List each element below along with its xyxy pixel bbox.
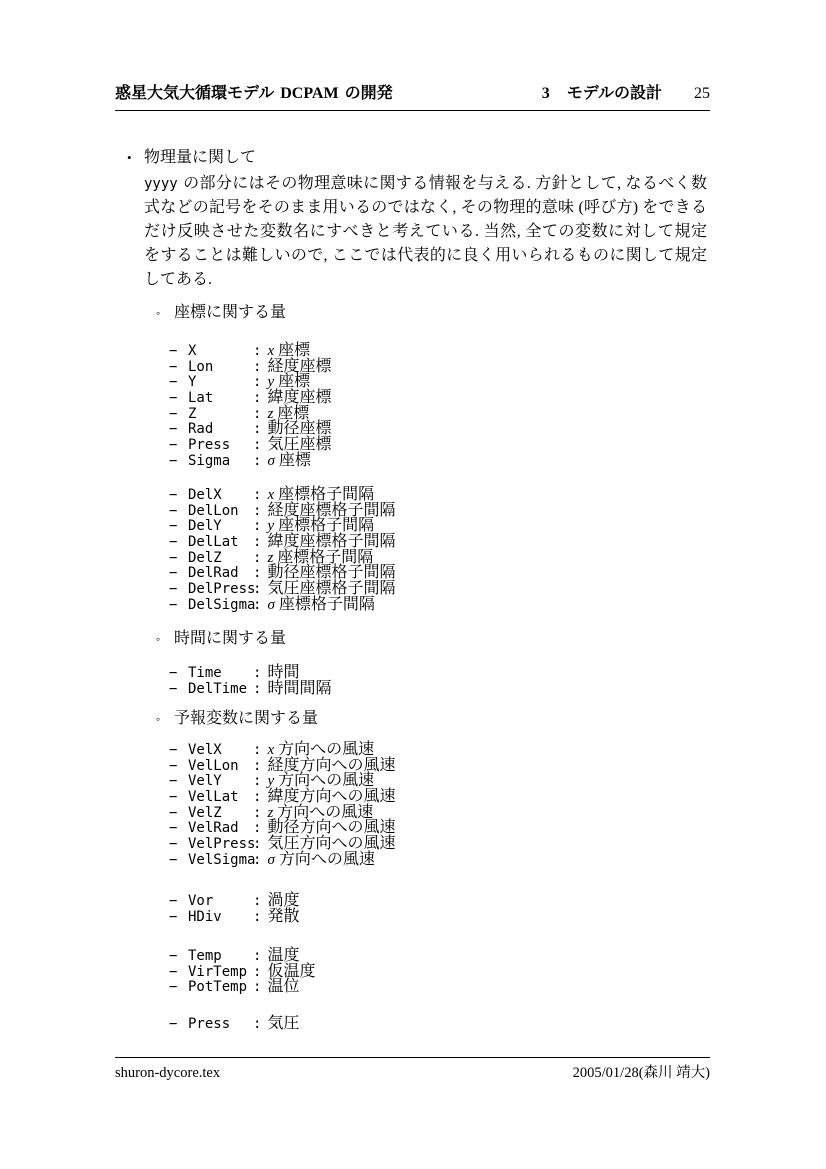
math-symbol: y xyxy=(267,374,275,391)
dash-marker-icon: − xyxy=(169,374,178,391)
description-text: 緯度座標格子間隔 xyxy=(267,533,396,551)
variable-description xyxy=(267,820,395,836)
dash-marker-icon: − xyxy=(169,893,178,909)
description-text: 経度方向への風速 xyxy=(267,756,396,774)
variable-name: Rad xyxy=(188,421,214,438)
description-text: 座標格子間隔 xyxy=(277,548,374,566)
colon-separator: : xyxy=(253,437,262,454)
description-text: 動径座標格子間隔 xyxy=(267,564,396,582)
variable-name: VelSigma xyxy=(188,851,256,868)
colon-separator: : xyxy=(253,836,262,853)
variable-name: DelZ xyxy=(188,549,222,566)
variable-row xyxy=(169,1016,299,1032)
variable-row xyxy=(169,836,395,852)
section-number: 3 xyxy=(541,85,550,102)
dash-marker-icon: − xyxy=(169,742,178,758)
variable-row xyxy=(169,852,395,868)
description-text: 温位 xyxy=(267,978,300,996)
variable-name: Y xyxy=(188,374,197,391)
variable-name: DelRad xyxy=(188,565,239,582)
dash-marker-icon: − xyxy=(169,836,178,853)
variable-name: Lat xyxy=(188,390,214,407)
variable-row xyxy=(169,979,315,995)
variable-row xyxy=(169,390,331,406)
variable-description xyxy=(267,534,395,550)
colon-separator: : xyxy=(253,908,262,925)
paragraph-line: 式などの記号をそのまま用いるのではなく, その物理的意味 (呼び方) をできる xyxy=(144,199,707,216)
dash-marker-icon: − xyxy=(169,343,178,359)
colon-separator: : xyxy=(253,757,262,774)
variable-row xyxy=(169,453,331,469)
running-title-jp-prefix: 惑星大気大循環モデル xyxy=(115,85,275,102)
paragraph xyxy=(144,172,707,292)
dash-marker-icon: − xyxy=(169,565,178,582)
variable-name: Time xyxy=(188,665,222,681)
dash-marker-icon: − xyxy=(169,358,178,375)
description-text: 時間間隔 xyxy=(267,679,332,697)
math-symbol: σ xyxy=(267,596,275,613)
colon-separator: : xyxy=(253,390,262,407)
variable-description xyxy=(267,390,331,406)
dash-marker-icon: − xyxy=(169,437,178,454)
description-text: 緯度座標 xyxy=(267,389,332,407)
variable-name: VelPress xyxy=(188,836,256,853)
running-title-latin: DCPAM xyxy=(280,85,339,102)
variable-description xyxy=(267,948,299,964)
paragraph-line: をすることは難しいので, ここでは代表的に良く用いられるものに関して規定 xyxy=(144,247,707,264)
math-symbol: x xyxy=(267,487,275,503)
variable-description xyxy=(267,665,299,681)
bullet-item-title xyxy=(127,148,256,167)
colon-separator: : xyxy=(253,405,262,422)
description-text: 方向への風速 xyxy=(278,772,375,790)
colon-separator: : xyxy=(253,979,262,996)
description-text: 気圧方向への風速 xyxy=(267,835,396,853)
variable-name: Temp xyxy=(188,948,222,964)
variable-description xyxy=(267,565,395,581)
dash-marker-icon: − xyxy=(169,804,178,821)
colon-separator: : xyxy=(253,549,262,566)
code-token: yyyy xyxy=(144,176,178,192)
variable-row xyxy=(169,681,331,697)
description-text: 方向への風速 xyxy=(278,850,375,868)
dash-marker-icon: − xyxy=(169,581,178,598)
description-text: 気圧座標 xyxy=(267,436,332,454)
variable-name: Sigma xyxy=(188,452,231,469)
dash-marker-icon: − xyxy=(169,405,178,422)
description-text: 座標 xyxy=(278,342,311,359)
dash-marker-icon: − xyxy=(169,963,178,980)
colon-separator: : xyxy=(253,358,262,375)
variable-description xyxy=(267,979,299,995)
variable-name: HDiv xyxy=(188,908,222,925)
description-text: 動径座標 xyxy=(267,420,332,438)
variable-row xyxy=(169,789,395,805)
dash-marker-icon: − xyxy=(169,757,178,774)
variable-name: Vor xyxy=(188,893,214,909)
description-text: 気圧 xyxy=(267,1015,300,1032)
variable-name: Lon xyxy=(188,358,214,375)
variable-row xyxy=(169,437,331,453)
variable-description xyxy=(267,421,331,437)
variable-description xyxy=(267,681,331,697)
section-header xyxy=(542,84,710,104)
description-text: 温度 xyxy=(267,947,300,964)
variable-row xyxy=(169,565,395,581)
variable-list-group xyxy=(169,948,315,995)
running-title-jp-suffix: の開発 xyxy=(344,85,393,102)
description-text: 方向への風速 xyxy=(278,741,375,758)
variable-name: VirTemp xyxy=(188,963,248,980)
page-footer xyxy=(115,1057,710,1082)
footer-date-author: 2005/01/28(森川 靖大) xyxy=(572,1065,710,1081)
variable-description xyxy=(267,437,331,453)
variable-row xyxy=(169,421,331,437)
dash-marker-icon: − xyxy=(169,596,178,613)
colon-separator: : xyxy=(253,502,262,519)
dash-marker-icon: − xyxy=(169,487,178,503)
colon-separator: : xyxy=(253,963,262,980)
dash-marker-icon: − xyxy=(169,390,178,407)
dash-marker-icon: − xyxy=(169,948,178,964)
colon-separator: : xyxy=(253,820,262,837)
variable-description xyxy=(267,453,310,470)
circle-marker-icon: ◦ xyxy=(156,306,161,320)
paragraph-line xyxy=(144,172,707,196)
variable-name: DelPress xyxy=(188,581,256,598)
variable-name: DelSigma xyxy=(188,596,256,613)
subsection-heading xyxy=(156,630,286,648)
subsection-title: 座標に関する量 xyxy=(174,304,287,321)
page-number: 25 xyxy=(694,85,710,102)
bullet-marker-icon: • xyxy=(127,150,132,165)
variable-row xyxy=(169,665,331,681)
variable-description xyxy=(267,852,374,869)
description-text: 座標格子間隔 xyxy=(278,486,375,503)
variable-description xyxy=(267,836,395,852)
math-symbol: z xyxy=(267,405,274,422)
variable-name: X xyxy=(188,343,197,359)
variable-row xyxy=(169,534,395,550)
variable-description xyxy=(267,581,395,597)
circle-marker-icon: ◦ xyxy=(156,632,161,646)
variable-name: VelLat xyxy=(188,789,239,806)
variable-row xyxy=(169,374,331,390)
variable-description xyxy=(267,1016,299,1032)
circle-marker-icon: ◦ xyxy=(156,712,161,726)
variable-name: DelTime xyxy=(188,680,248,697)
description-text: 渦度 xyxy=(267,892,300,909)
variable-row xyxy=(169,948,315,964)
variable-row xyxy=(169,343,331,359)
colon-separator: : xyxy=(253,343,262,359)
colon-separator: : xyxy=(253,581,262,598)
description-text: 動径方向への風速 xyxy=(267,819,396,837)
variable-name: PotTemp xyxy=(188,979,248,996)
variable-name: VelLon xyxy=(188,757,239,774)
variable-description xyxy=(267,597,374,614)
variable-row xyxy=(169,597,395,613)
variable-name: VelX xyxy=(188,742,222,758)
math-symbol: z xyxy=(267,549,274,566)
description-text: 方向への風速 xyxy=(277,803,374,821)
variable-name: VelY xyxy=(188,773,222,790)
description-text: 仮温度 xyxy=(267,962,316,980)
colon-separator: : xyxy=(253,665,262,681)
variable-list-group xyxy=(169,742,395,868)
colon-separator: : xyxy=(253,851,262,868)
page-header xyxy=(115,84,710,111)
colon-separator: : xyxy=(253,518,262,535)
colon-separator: : xyxy=(253,773,262,790)
math-symbol: σ xyxy=(267,452,275,469)
colon-separator: : xyxy=(253,742,262,758)
colon-separator: : xyxy=(253,804,262,821)
subsection-title: 時間に関する量 xyxy=(174,630,287,647)
paragraph-line: してある. xyxy=(144,271,213,288)
dash-marker-icon: − xyxy=(169,820,178,837)
description-text: 経度座標 xyxy=(267,357,332,375)
variable-name: DelLon xyxy=(188,502,239,519)
subsection-heading xyxy=(156,710,318,728)
variable-row xyxy=(169,518,395,534)
dash-marker-icon: − xyxy=(169,502,178,519)
variable-row xyxy=(169,581,395,597)
variable-row xyxy=(169,893,299,909)
colon-separator: : xyxy=(253,421,262,438)
colon-separator: : xyxy=(253,374,262,391)
dash-marker-icon: − xyxy=(169,789,178,806)
variable-list-group xyxy=(169,1016,299,1032)
variable-name: Press xyxy=(188,1016,231,1032)
dash-marker-icon: − xyxy=(169,421,178,438)
item-title: 物理量に関して xyxy=(144,149,257,166)
variable-list-group xyxy=(169,343,331,469)
description-text: 座標格子間隔 xyxy=(278,595,375,613)
colon-separator: : xyxy=(253,534,262,551)
dash-marker-icon: − xyxy=(169,979,178,996)
description-text: 座標 xyxy=(277,404,310,422)
paragraph-text: の部分にはその物理意味に関する情報を与える. 方針として, なるべく数 xyxy=(182,175,707,192)
variable-row xyxy=(169,820,395,836)
colon-separator: : xyxy=(253,596,262,613)
math-symbol: σ xyxy=(267,851,275,868)
dash-marker-icon: − xyxy=(169,549,178,566)
variable-name: DelLat xyxy=(188,534,239,551)
subsection-title: 予報変数に関する量 xyxy=(174,710,319,727)
variable-name: VelRad xyxy=(188,820,239,837)
variable-row xyxy=(169,742,395,758)
variable-name: Press xyxy=(188,437,231,454)
description-text: 経度座標格子間隔 xyxy=(267,501,396,519)
variable-name: VelZ xyxy=(188,804,222,821)
colon-separator: : xyxy=(253,452,262,469)
variable-description xyxy=(267,789,395,805)
colon-separator: : xyxy=(253,948,262,964)
colon-separator: : xyxy=(253,565,262,582)
colon-separator: : xyxy=(253,789,262,806)
variable-row xyxy=(169,909,299,925)
variable-description xyxy=(267,893,299,909)
variable-description xyxy=(267,909,299,925)
dash-marker-icon: − xyxy=(169,680,178,697)
description-text: 緯度方向への風速 xyxy=(267,788,396,806)
variable-list-group xyxy=(169,665,331,696)
variable-name: DelX xyxy=(188,487,222,503)
math-symbol: x xyxy=(267,343,275,359)
math-symbol: z xyxy=(267,804,274,821)
variable-row xyxy=(169,487,395,503)
paragraph-line: だけ反映させた変数名にすべきと考えている. 当然, 全ての変数に対して規定 xyxy=(144,223,707,240)
colon-separator: : xyxy=(253,1016,262,1032)
dash-marker-icon: − xyxy=(169,518,178,535)
dash-marker-icon: − xyxy=(169,665,178,681)
variable-list-group xyxy=(169,487,395,613)
description-text: 座標格子間隔 xyxy=(278,517,375,535)
colon-separator: : xyxy=(253,893,262,909)
dash-marker-icon: − xyxy=(169,908,178,925)
colon-separator: : xyxy=(253,487,262,503)
colon-separator: : xyxy=(253,680,262,697)
dash-marker-icon: − xyxy=(169,851,178,868)
dash-marker-icon: − xyxy=(169,773,178,790)
math-symbol: y xyxy=(267,773,275,790)
description-text: 座標 xyxy=(278,373,311,391)
dash-marker-icon: − xyxy=(169,452,178,469)
variable-row xyxy=(169,773,395,789)
variable-name: DelY xyxy=(188,518,222,535)
description-text: 気圧座標格子間隔 xyxy=(267,580,396,598)
description-text: 時間 xyxy=(267,664,300,681)
section-title: モデルの設計 xyxy=(566,85,662,102)
footer-filename: shuron-dycore.tex xyxy=(115,1065,221,1081)
dash-marker-icon: − xyxy=(169,534,178,551)
math-symbol: y xyxy=(267,518,275,535)
math-symbol: x xyxy=(267,742,275,758)
subsection-heading xyxy=(156,304,286,322)
description-text: 発散 xyxy=(267,907,300,925)
variable-name: Z xyxy=(188,405,197,422)
running-title xyxy=(115,84,393,104)
description-text: 座標 xyxy=(278,451,311,469)
dash-marker-icon: − xyxy=(169,1016,178,1032)
variable-list-group xyxy=(169,893,299,924)
